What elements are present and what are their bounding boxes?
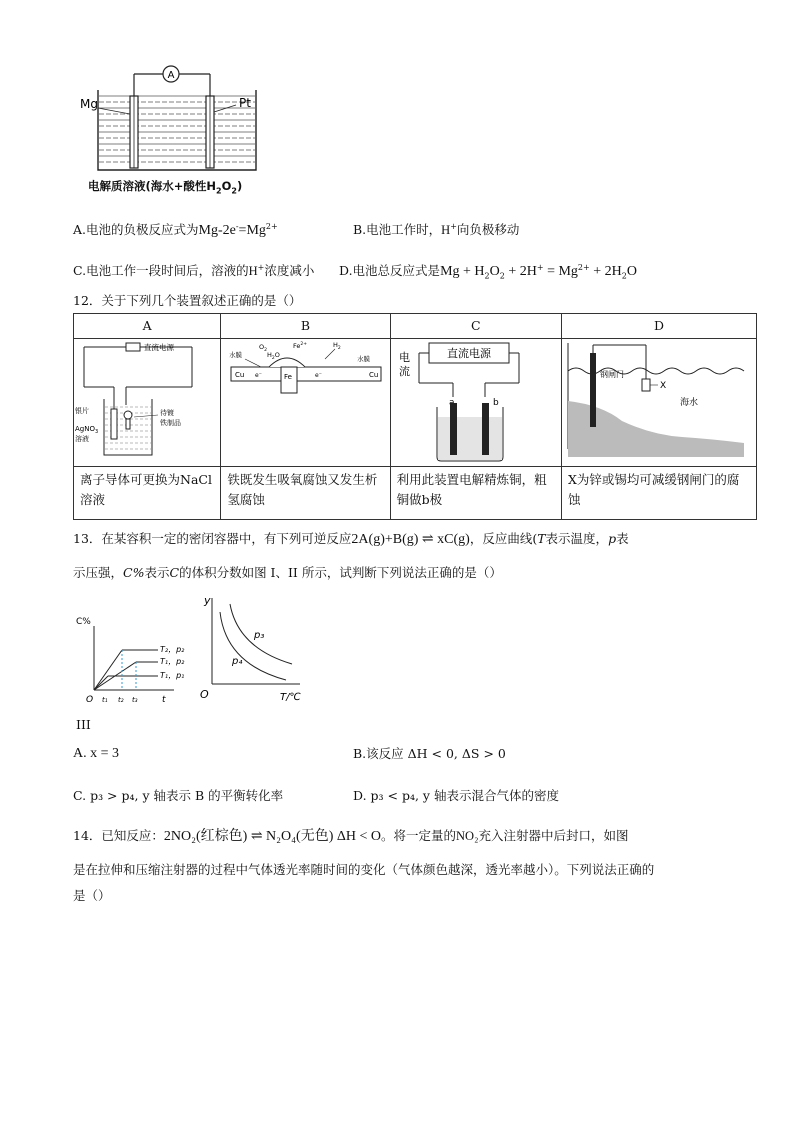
q12-stem: 12．关于下列几个装置叙述正确的是（） [73,293,302,308]
water-film-left: 水膜 [229,351,243,359]
option-b-text: 铁既发生吸氧腐蚀又发生析氢腐蚀 [221,467,390,520]
q13-stem-line1: 13．在某容积一定的密闭容器中，有下列可逆反应2A(g)+B(g) ⇌ xC(g)，反应曲线(T表示温度，p表 [73,531,629,547]
steel-gate [590,353,596,427]
fig1-t3: t₃ [132,696,138,704]
solution-label: 溶液 [75,435,89,443]
q11-option-d: D.电池总反应式是$Mg + H_2O_2 + 2H^+ = Mg^{2+} + 2H_2O$ [339,263,637,281]
figure-c [390,339,561,467]
q14-stem-line3: 是（） [73,888,111,903]
curve-t1p1: T₁，p₁ [160,671,185,680]
q14-stem-line1: 14．已知反应：2NO₂(红棕色) ⇌ N₂O₄(无色) ΔH < O。将一定量的NO₂充入注射器中后封口，如图 [73,828,629,844]
fig2-ylabel: y [204,594,211,607]
q13-stem-line2: 示压强，C%表示C的体积分数如图 I、II 所示，试判断下列说法正确的是（） [73,565,502,580]
electron-left: e⁻ [255,372,263,379]
fig2-origin: O [200,688,209,701]
current-label-2: 流 [398,365,410,378]
power-label-c: 直流电源 [446,347,491,360]
electrode-b [482,403,489,455]
item-label: 待镀 [160,409,174,417]
figure-label: III [76,717,91,732]
fe-label: Fe [284,373,293,381]
gate-label: 钢闸门 [600,370,624,379]
q13-option-b: B.该反应 ΔH < 0, ΔS > 0 [353,746,506,761]
fig1-ylabel: C% [76,617,91,627]
figure-b [221,339,390,467]
mg-label: Mg [80,97,98,111]
current-label-1: 电 [398,351,410,364]
electron-right: e⁻ [315,372,323,379]
q13-option-d: D. p₃ < p₄, y 轴表示混合气体的密度 [353,788,559,803]
item-label-2: 铁制品 [160,419,181,427]
electrode-a [450,403,457,455]
agno3-label: AgNO$_3$ [75,425,99,435]
electrode-b-label: b [492,398,499,408]
fig1-xlabel: t [162,695,166,705]
electroplating-diagram [74,339,220,463]
silver-label: 银片 [75,407,89,415]
steel-gate-diagram [562,339,756,463]
q11-option-b: B.电池工作时，H+向负极移动 [353,222,520,238]
figure-a [74,339,221,467]
q12-table [73,313,757,520]
h2-label: $H_2$ [333,341,342,351]
fe2-label: $Fe^{2+}$ [293,342,308,350]
option-d-text: X为锌或锡均可减缓钢闸门的腐蚀 [562,467,757,520]
fig2-xlabel: T/℃ [280,692,301,703]
figure-d [562,339,757,467]
sea-label: 海水 [680,398,699,408]
option-c-text: 利用此装置电解精炼铜，粗铜做b极 [390,467,561,520]
ammeter-label: A [167,70,175,81]
p4-label: p₄ [232,656,243,667]
electrolysis-diagram [391,339,561,463]
curve-t1p2: T₁，p₂ [160,657,185,666]
o2-label: $O_2$ [259,343,268,353]
p3-label: p₃ [254,630,265,641]
curve-t2p2: T₂，p₂ [160,645,185,654]
curve-p4 [220,612,286,680]
q11-option-a: A.电池的负极反应式为$Mg-2e^-=Mg^{2+}$ [73,222,278,239]
cell-caption: 电解质溶液(海水+酸性$H_2O_2$) [88,179,243,196]
header-c: C [390,314,561,339]
q13-option-c: C. p₃ > p₄, y 轴表示 B 的平衡转化率 [73,788,284,803]
power-label: 直流电源 [144,343,174,352]
q13-figure-1 [74,612,204,711]
header-b: B [221,314,390,339]
option-a-text: 离子导体可更换为NaCl溶液 [74,467,221,520]
y-temperature-chart [196,592,308,708]
q11-option-c: C.电池工作一段时间后，溶液的H+浓度减小 [73,263,315,279]
h2o-label: $H_2O$ [267,351,281,361]
silver-electrode [111,409,117,439]
item-electrode [124,411,132,419]
x-block [642,379,650,391]
x-label: X [660,381,667,391]
water-film-right: 水膜 [357,355,371,363]
fig1-t1: t₁ [102,696,108,704]
cell-figure [76,62,276,202]
corrosion-diagram [221,339,389,463]
header-d: D [562,314,757,339]
q13-figure-2 [196,592,308,711]
c-percent-time-chart [74,612,204,708]
q13-option-a: A. x = 3 [73,746,120,761]
cu-right-label: Cu [369,371,379,379]
header-a: A [74,314,221,339]
q14-stem-line2: 是在拉伸和压缩注射器的过程中气体透光率随时间的变化（气体颜色越深，透光率越小）。下列说法正确的 [73,862,655,877]
fig1-t2: t₂ [118,696,124,704]
fig1-origin: O [86,695,94,705]
pt-label: Pt [239,96,251,110]
cu-left-label: Cu [235,371,245,379]
